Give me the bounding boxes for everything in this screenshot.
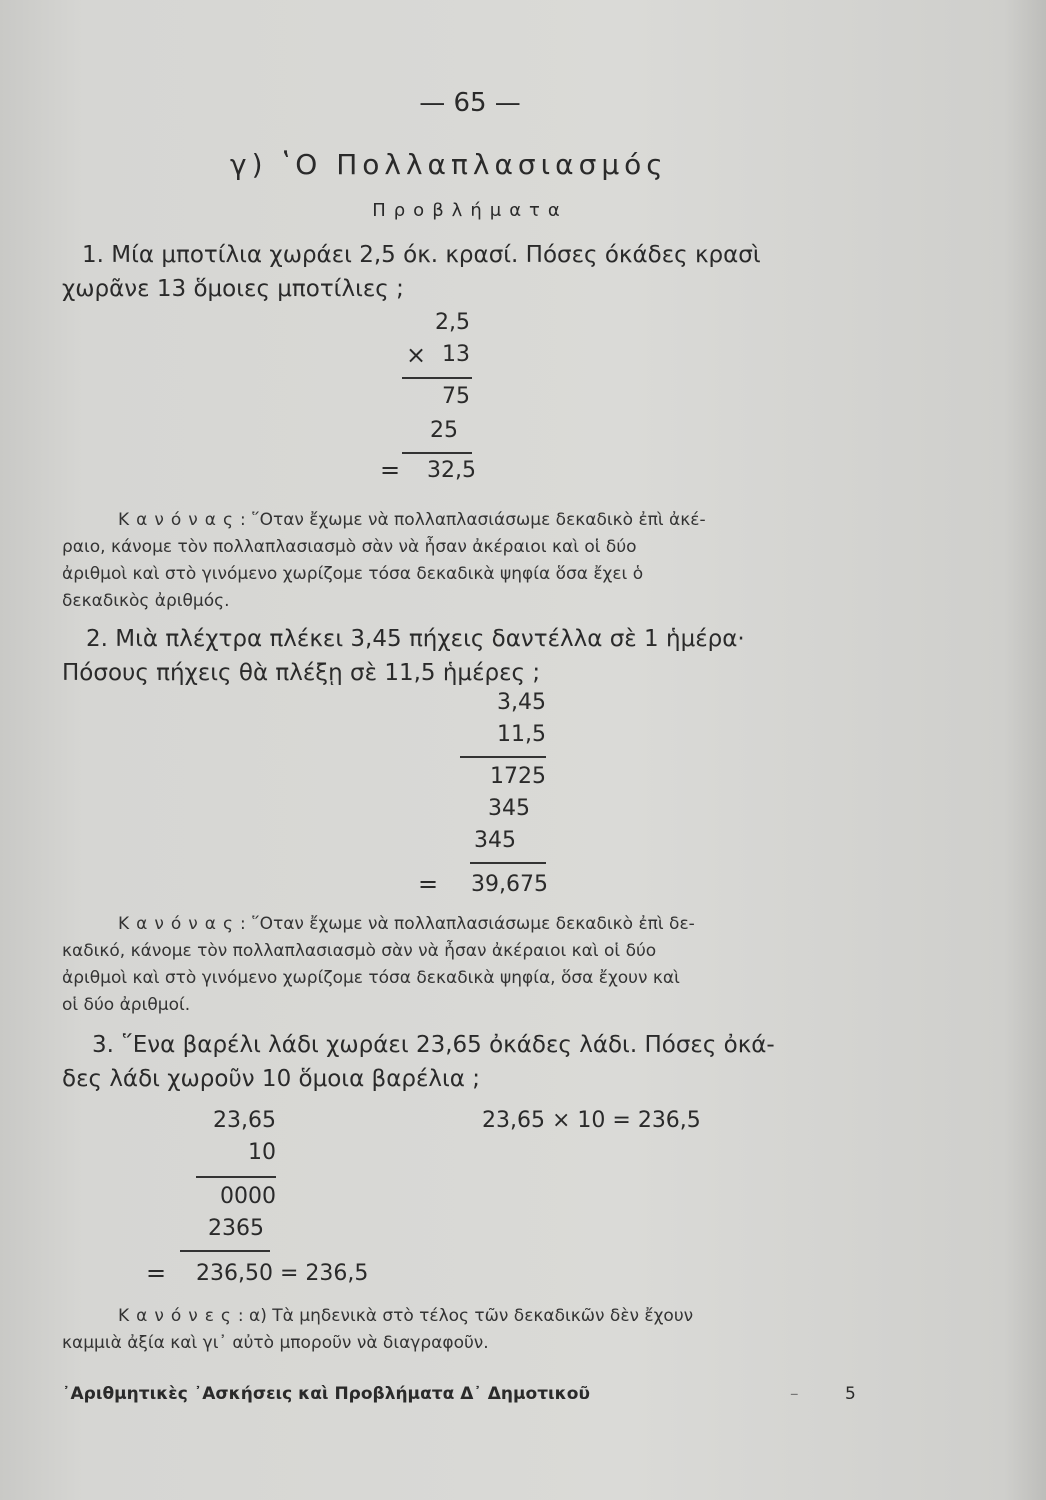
p1-operand-2: 13 [442,342,470,367]
rule-1-label: Κανόνας [118,510,240,530]
rule-2-line-2: καδικό, κάνομε τὸν πολλαπλασιασμὸ σὰν νὰ ἦσαν ἀκέραιοι καὶ οἱ δύο [62,941,657,961]
problem-2-line-1: 2. Μιὰ πλέχτρα πλέκει 3,45 πήχεις δαντέλλα σὲ 1 ἡμέρα· [86,626,745,652]
p1-result: 32,5 [427,458,476,483]
p2-rule-line-2 [470,862,546,864]
p1-operand-1: 2,5 [435,310,470,335]
rule-2-colon: : [239,914,246,934]
p3-operand-2: 10 [248,1140,276,1165]
p2-operand-1: 3,45 [497,690,546,715]
rule-1-line-3: ἀριθμοὶ καὶ στὸ γινόμενο χωρίζομε τόσα δεκαδικὰ ψηφία ὅσα ἔχει ὁ [62,564,644,584]
rule-1-line-1 [118,508,706,533]
multiply-sign: × [406,341,427,369]
problem-3-line-1: 3. ῞Ενα βαρέλι λάδι χωράει 23,65 ὀκάδες λάδι. Πόσες ὀκά- [92,1032,775,1058]
rule-2-line-4: οἱ δύο ἀριθμοί. [62,995,191,1015]
p1-rule-line-2 [402,452,472,454]
p3-rule-line-2 [180,1250,270,1252]
p3-partial-2: 2365 [208,1216,264,1241]
p2-partial-3: 345 [474,828,516,853]
rule-2-line-1 [118,912,695,937]
footer-book-title: ᾽Αριθμητικὲς ᾽Ασκήσεις καὶ Προβλήματα Δ᾽ Δημοτικοῦ [62,1384,590,1404]
p1-partial-2: 25 [430,418,458,443]
problem-3-line-2: δες λάδι χωροῦν 10 ὅμοια βαρέλια ; [62,1066,481,1092]
rule-1-line-2: ραιο, κάνομε τὸν πολλαπλασιασμὸ σὰν νὰ ἦσαν ἀκέραιοι καὶ οἱ δύο [62,537,637,557]
p1-rule-line-1 [402,377,472,379]
rule-3-text-1: α) Τὰ μηδενικὰ στὸ τέλος τῶν δεκαδικῶν δὲν ἔχουν [243,1306,694,1326]
problem-1-line-2: χωρᾶνε 13 ὅμοιες μποτίλιες ; [62,276,404,302]
rule-1-line-4: δεκαδικὸς ἀριθμός. [62,591,230,611]
p2-operand-2: 11,5 [497,722,546,747]
problem-1-line-1: 1. Μία μποτίλια χωράει 2,5 όκ. κρασί. Πόσες όκάδες κρασὶ [82,242,761,268]
footer-sheet-number: 5 [845,1384,856,1404]
p1-equals-sign: = [380,456,401,484]
rule-1-text-1: ῞Οταν ἔχωμε νὰ πολλαπλασιάσωμε δεκαδικὸ ἐπὶ ἀκέ- [245,510,706,530]
p3-partial-1: 0000 [220,1184,276,1209]
p3-inline-equation: 23,65 × 10 = 236,5 [482,1108,701,1133]
p2-result: 39,675 [471,872,548,897]
rule-3-label: Κανόνες [118,1306,238,1326]
p2-partial-1: 1725 [490,764,546,789]
section-subtitle: Προβλήματα [372,200,568,221]
p3-result: 236,50 = 236,5 [196,1261,369,1286]
rule-2-text-1: ῞Οταν ἔχωμε νὰ πολλαπλασιάσωμε δεκαδικὸ ἐπὶ δε- [245,914,695,934]
rule-2-label: Κανόνας [118,914,240,934]
p3-equals-sign: = [146,1259,167,1287]
problem-2-line-2: Πόσους πήχεις θὰ πλέξῃ σὲ 11,5 ἡμέρες ; [62,660,541,686]
rule-3-line-2: καμμιὰ ἀξία καὶ γι᾽ αὐτὸ μποροῦν νὰ διαγραφοῦν. [62,1333,489,1353]
p3-operand-1: 23,65 [213,1108,276,1133]
p2-rule-line-1 [460,756,546,758]
rule-3-colon: : [237,1306,244,1326]
p1-partial-1: 75 [442,384,470,409]
p2-equals-sign: = [418,870,439,898]
footer-dash: – [790,1384,799,1404]
rule-3-line-1 [118,1304,693,1329]
p3-rule-line-1 [196,1176,276,1178]
p2-partial-2: 345 [488,796,530,821]
rule-2-line-3: ἀριθμοὶ καὶ στὸ γινόμενο χωρίζομε τόσα δεκαδικὰ ψηφία, ὅσα ἔχουν καὶ [62,968,680,988]
rule-1-colon: : [239,510,246,530]
page-number: — 65 — [419,88,521,118]
section-title: γ) ʽΟ Πολλαπλασιασμός [230,148,668,181]
